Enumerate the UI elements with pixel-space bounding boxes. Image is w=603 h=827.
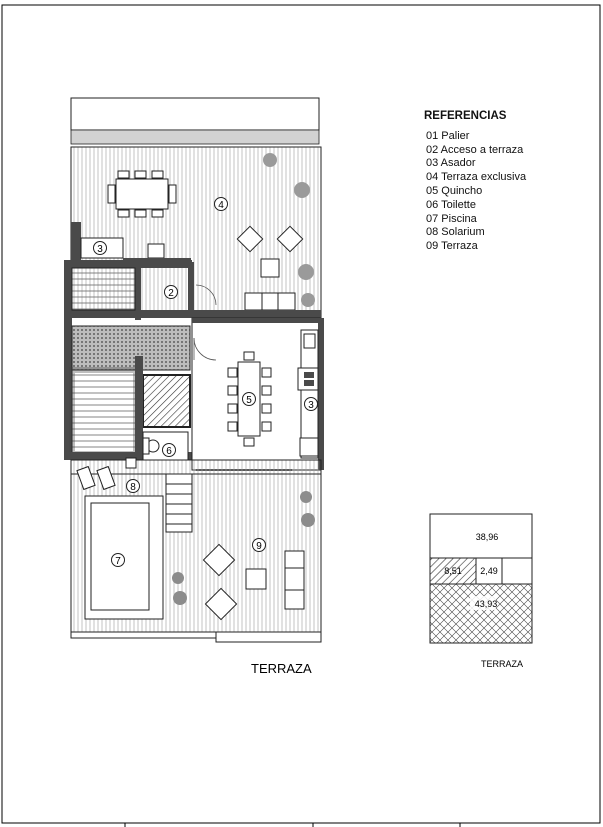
marker-piscina: 7 [115, 556, 121, 567]
legend-item: 01 Palier [426, 129, 470, 142]
marker-terraza-exclusiva: 4 [218, 200, 224, 211]
area-left-hatched: 8,51 [444, 566, 462, 576]
legend-item: 06 Toilette [426, 198, 476, 211]
legend-item: 04 Terraza exclusiva [426, 171, 527, 184]
legend-referencias [424, 110, 526, 254]
marker-asador-right: 3 [308, 400, 314, 411]
legend-item: 08 Solarium [426, 226, 485, 239]
marker-solarium: 8 [130, 482, 136, 493]
area-small: 2,49 [480, 566, 498, 576]
legend-item: 05 Quincho [426, 184, 483, 197]
parapet [71, 98, 319, 144]
legend-item: 02 Acceso a terraza [426, 143, 524, 156]
area-top: 38,96 [475, 532, 499, 542]
marker-acceso: 2 [168, 288, 174, 299]
marker-toilette: 6 [166, 446, 172, 457]
plan-caption: TERRAZA [251, 661, 312, 676]
marker-terraza: 9 [256, 541, 262, 552]
legend-item: 09 Terraza [426, 240, 478, 253]
legend-title: REFERENCIAS [424, 110, 507, 122]
marker-asador-left: 3 [97, 244, 103, 255]
area-bottom: 43,93 [474, 599, 498, 609]
key-plan [430, 514, 532, 669]
legend-item: 03 Asador [426, 157, 476, 170]
legend-item: 07 Piscina [426, 212, 477, 225]
marker-quincho: 5 [246, 395, 252, 406]
key-plan-caption: TERRAZA [480, 659, 524, 669]
